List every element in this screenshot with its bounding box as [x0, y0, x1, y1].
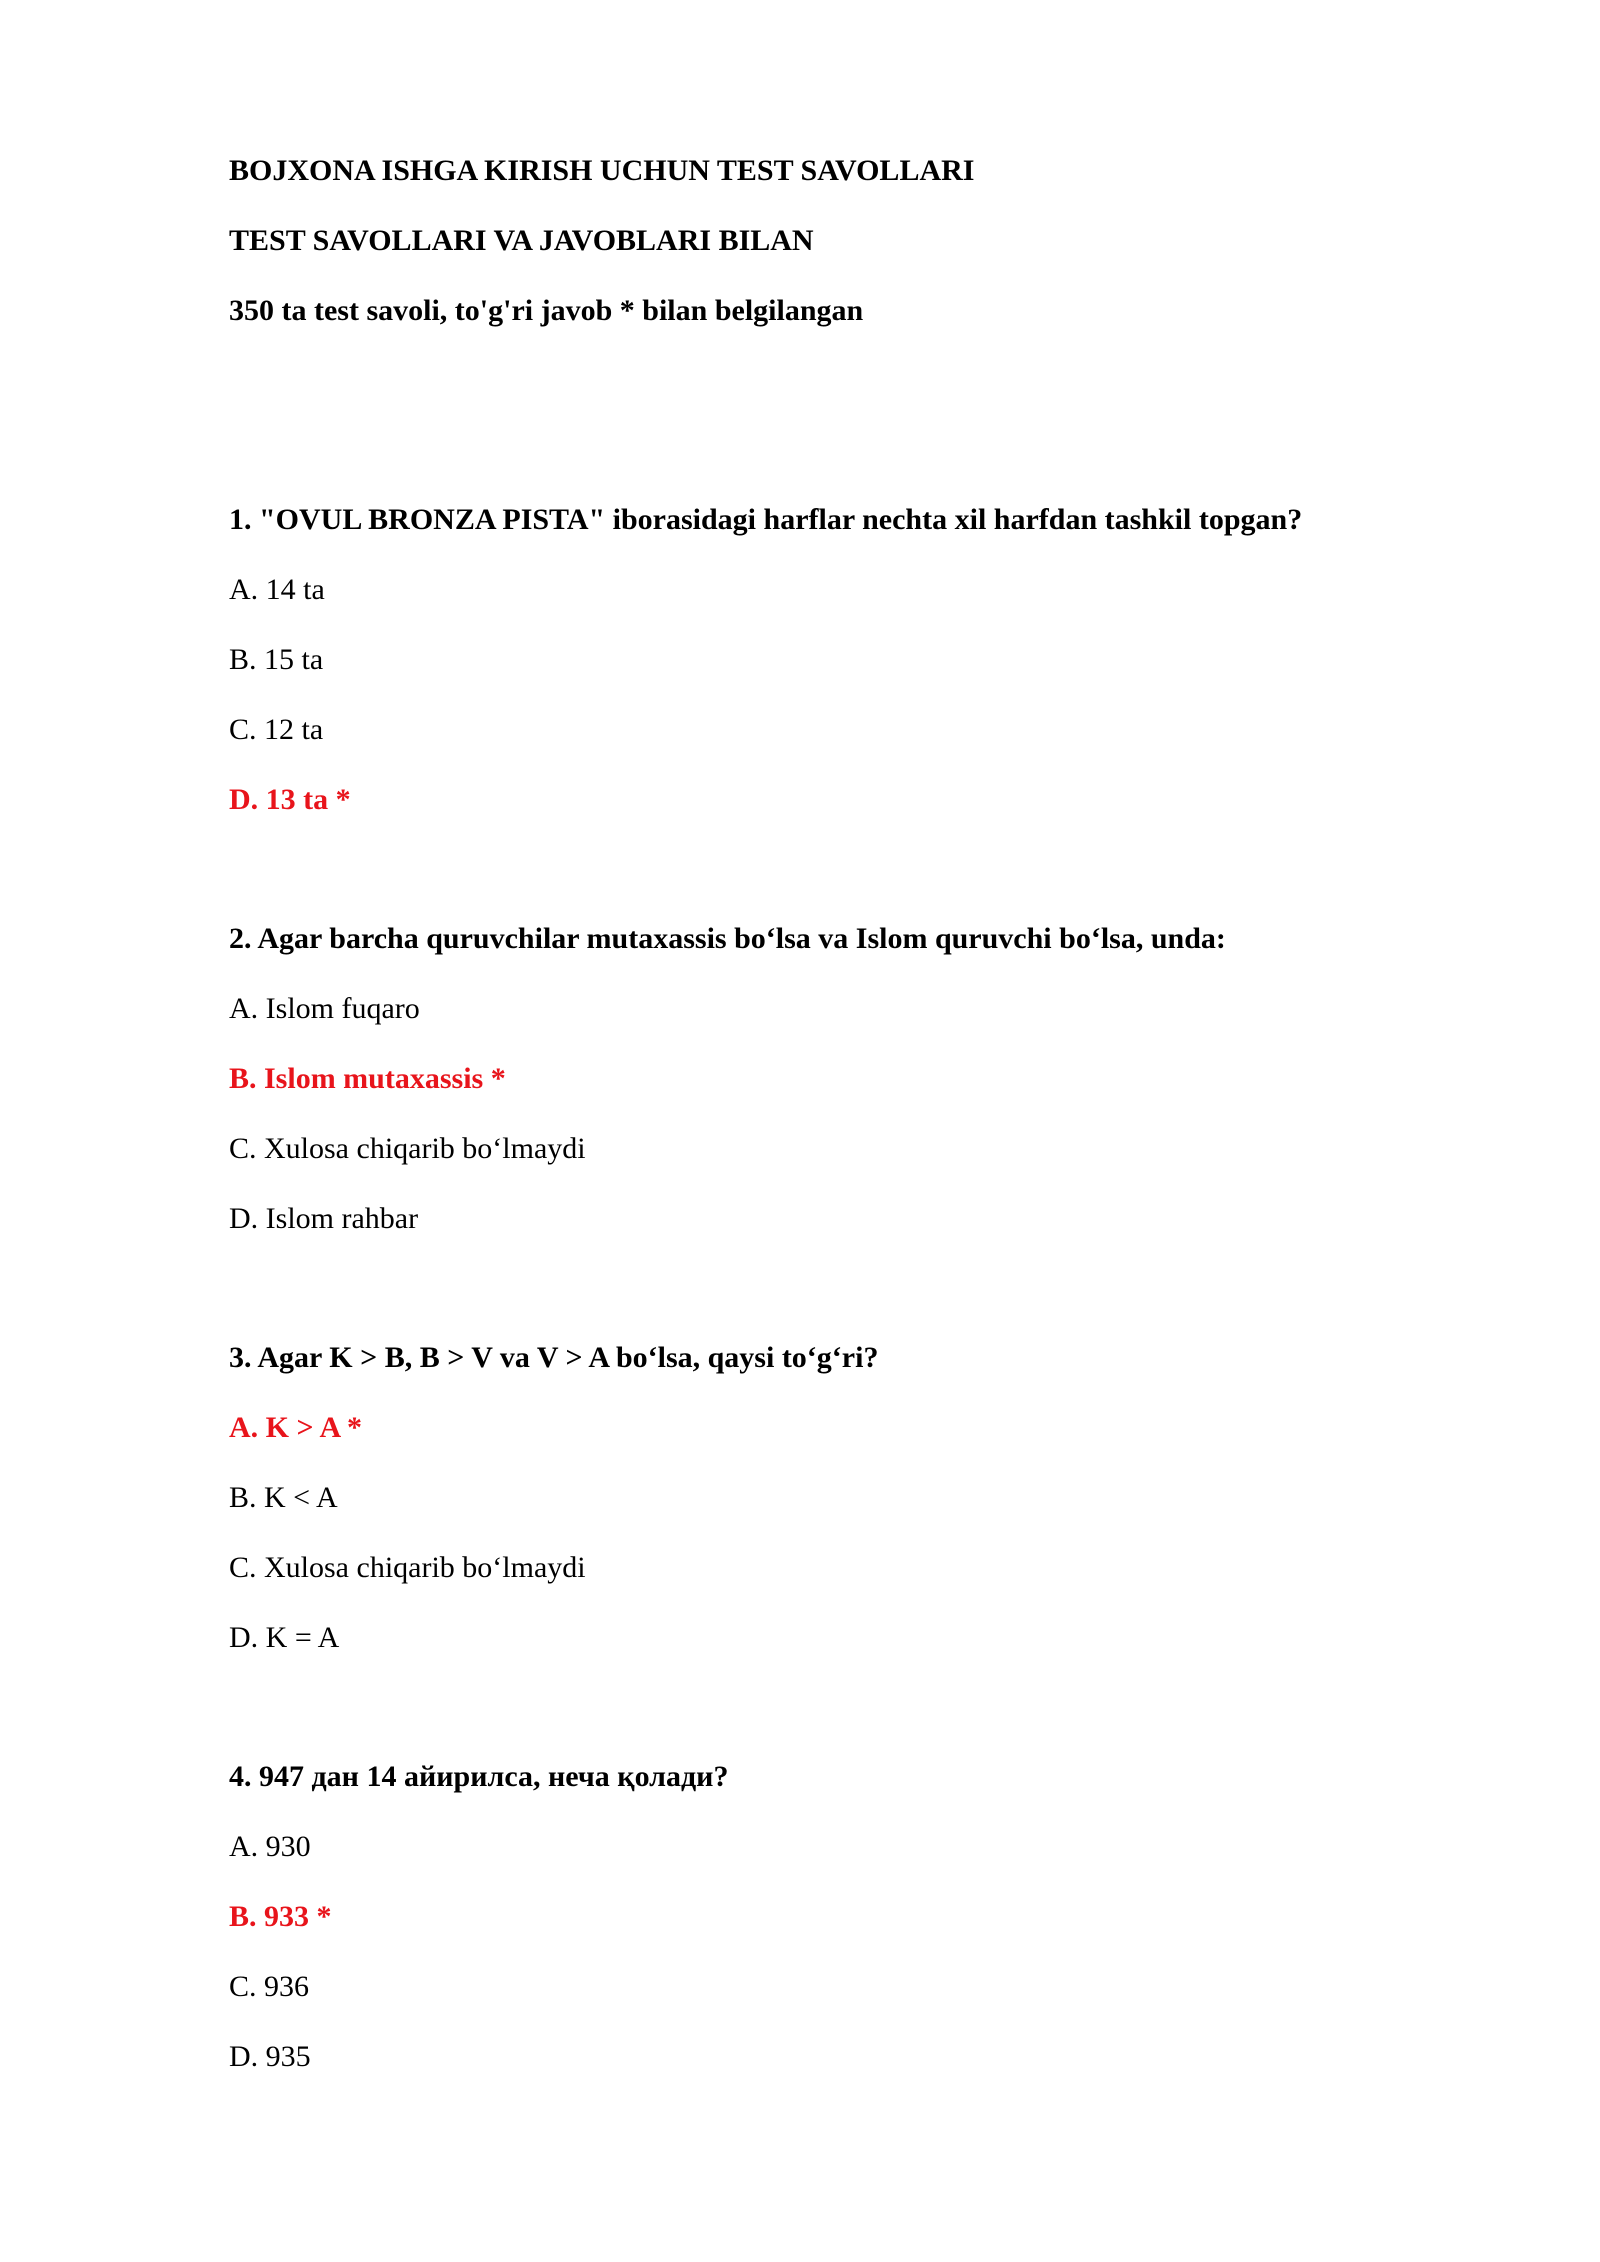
- answer-option: C. Xulosa chiqarib bo‘lmaydi: [229, 1132, 586, 1165]
- answer-option: C. 12 ta: [229, 713, 324, 746]
- answer-option-correct: B. Islom mutaxassis *: [229, 1062, 506, 1095]
- answer-option: B. 15 ta: [229, 643, 324, 676]
- answer-option-correct: B. 933 *: [229, 1900, 332, 1933]
- document-note: 350 ta test savoli, to'g'ri javob * bilan belgilangan: [229, 294, 864, 327]
- answer-option: D. K = A: [229, 1621, 340, 1654]
- answer-option: D. Islom rahbar: [229, 1202, 419, 1235]
- document-title: BOJXONA ISHGA KIRISH UCHUN TEST SAVOLLARI: [229, 154, 975, 187]
- answer-option: A. 14 ta: [229, 573, 325, 606]
- question-text: 4. 947 дан 14 айирилса, неча қолади?: [229, 1760, 729, 1793]
- document-subtitle: TEST SAVOLLARI VA JAVOBLARI BILAN: [229, 224, 814, 257]
- answer-option: C. 936: [229, 1970, 310, 2003]
- answer-option: A. 930: [229, 1830, 311, 1863]
- answer-option-correct: D. 13 ta *: [229, 783, 351, 816]
- question-text: 1. "OVUL BRONZA PISTA" iborasidagi harflar nechta xil harfdan tashkil topgan?: [229, 503, 1303, 536]
- answer-option: C. Xulosa chiqarib bo‘lmaydi: [229, 1551, 586, 1584]
- answer-option: A. Islom fuqaro: [229, 992, 420, 1025]
- question-text: 3. Agar K > B, B > V va V > A bo‘lsa, qaysi to‘g‘ri?: [229, 1341, 879, 1374]
- question-text: 2. Agar barcha quruvchilar mutaxassis bo‘lsa va Islom quruvchi bo‘lsa, unda:: [229, 922, 1226, 955]
- answer-option: D. 935: [229, 2040, 311, 2073]
- answer-option-correct: A. K > A *: [229, 1411, 362, 1444]
- answer-option: B. K < A: [229, 1481, 338, 1514]
